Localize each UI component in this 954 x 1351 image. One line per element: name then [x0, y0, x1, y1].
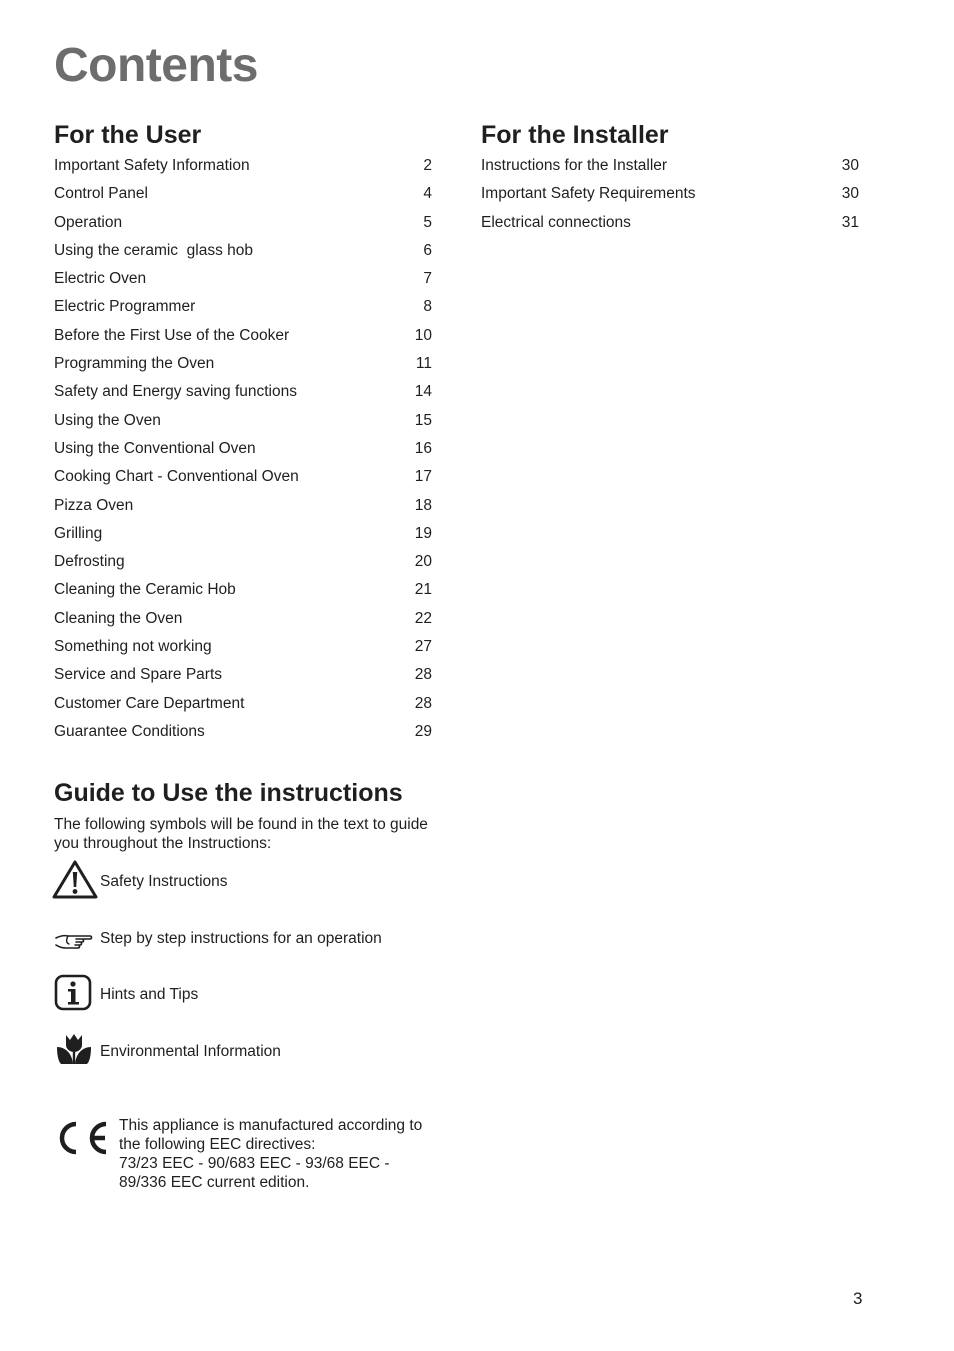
toc-entry-title: Operation: [54, 213, 123, 231]
toc-entry[interactable]: [54, 468, 432, 496]
toc-entry[interactable]: [481, 157, 859, 185]
toc-entry-title: Pizza Oven: [54, 496, 134, 514]
toc-entry-page: 6: [423, 241, 432, 259]
guide-heading: Guide to Use the instructions: [54, 779, 403, 807]
toc-entry[interactable]: [54, 327, 432, 355]
user-toc-list: [54, 157, 432, 751]
toc-entry[interactable]: [54, 440, 432, 468]
toc-entry-title: Service and Spare Parts: [54, 666, 223, 684]
ce-mark-icon: [54, 1118, 110, 1158]
symbol-label: Step by step instructions for an operation: [100, 930, 382, 947]
ce-directives-text: [119, 1116, 449, 1192]
toc-entry[interactable]: [54, 610, 432, 638]
toc-entry-title: Instructions for the Installer: [481, 157, 668, 174]
ce-text-line: This appliance is manufactured according to: [119, 1117, 423, 1134]
toc-entry[interactable]: [54, 723, 432, 751]
toc-entry[interactable]: [54, 242, 432, 270]
toc-entry-page: 22: [414, 609, 432, 627]
toc-entry[interactable]: [54, 525, 432, 553]
info-icon: [52, 974, 98, 1014]
symbol-row-safety: [52, 860, 472, 904]
toc-entry-page: 28: [414, 694, 432, 712]
toc-entry-page: 17: [414, 468, 432, 486]
toc-entry-page: 29: [414, 722, 432, 740]
toc-entry-title: Defrosting: [54, 553, 125, 571]
toc-entry-title: Before the First Use of the Cooker: [54, 326, 290, 344]
toc-entry[interactable]: [54, 383, 432, 411]
toc-entry[interactable]: [54, 553, 432, 581]
toc-entry[interactable]: [481, 214, 859, 242]
symbol-label: Hints and Tips: [100, 986, 199, 1003]
ce-text-line: 73/23 EEC - 90/683 EEC - 93/68 EEC -: [119, 1155, 390, 1172]
toc-entry[interactable]: [54, 185, 432, 213]
warning-triangle-icon: [52, 860, 98, 900]
page-title: Contents: [54, 39, 258, 92]
toc-entry-page: 11: [415, 355, 432, 373]
installer-section-heading: For the Installer: [481, 121, 669, 149]
symbol-label: Environmental Information: [100, 1043, 281, 1060]
pointing-hand-icon: [52, 922, 98, 962]
toc-entry-page: 18: [414, 496, 432, 514]
toc-entry-page: 14: [414, 383, 432, 401]
symbol-row-environment: [52, 1031, 472, 1075]
user-section-heading: For the User: [54, 121, 202, 149]
symbol-row-hints: [52, 974, 472, 1018]
toc-entry[interactable]: [54, 214, 432, 242]
toc-entry-page: 27: [414, 638, 432, 656]
toc-entry[interactable]: [54, 695, 432, 723]
toc-entry-title: Electrical connections: [481, 213, 631, 231]
ce-compliance-block: [54, 1116, 454, 1206]
toc-entry-page: 28: [414, 666, 432, 684]
toc-entry-page: 30: [841, 157, 859, 174]
toc-entry-title: Grilling: [54, 524, 103, 542]
toc-entry-title: Cleaning the Ceramic Hob: [54, 581, 236, 599]
toc-entry[interactable]: [54, 270, 432, 298]
toc-entry-page: 19: [414, 524, 432, 542]
symbol-row-steps: [52, 922, 472, 966]
toc-entry-title: Using the Oven: [54, 411, 161, 429]
toc-entry-page: 10: [414, 326, 432, 344]
toc-entry-page: 8: [423, 298, 432, 316]
toc-entry[interactable]: [481, 185, 859, 213]
toc-entry-title: Cleaning the Oven: [54, 609, 183, 627]
toc-entry-title: Cooking Chart - Conventional Oven: [54, 468, 299, 486]
toc-entry[interactable]: [54, 666, 432, 694]
toc-entry-page: 31: [841, 213, 859, 231]
toc-entry-page: 21: [414, 581, 432, 599]
page-number: 3: [853, 1289, 863, 1308]
installer-toc-list: [481, 157, 859, 242]
toc-entry-title: Control Panel: [54, 185, 148, 203]
toc-entry-title: Important Safety Requirements: [481, 185, 696, 203]
toc-entry[interactable]: [54, 412, 432, 440]
ce-text-line: 89/336 EEC current edition.: [119, 1174, 310, 1191]
toc-entry[interactable]: [54, 581, 432, 609]
toc-entry-page: 15: [414, 411, 432, 429]
toc-entry-title: Electric Oven: [54, 270, 147, 288]
toc-entry[interactable]: [54, 497, 432, 525]
toc-entry[interactable]: [54, 298, 432, 326]
symbol-label: Safety Instructions: [100, 873, 228, 890]
toc-entry-title: Guarantee Conditions: [54, 722, 205, 740]
toc-entry[interactable]: [54, 638, 432, 666]
toc-entry-title: Customer Care Department: [54, 694, 245, 712]
toc-entry-page: 7: [423, 270, 432, 288]
toc-entry-title: Important Safety Information: [54, 157, 250, 174]
toc-entry-title: Using the Conventional Oven: [54, 439, 256, 457]
environment-flower-icon: [52, 1031, 98, 1071]
toc-entry-page: 2: [423, 157, 432, 174]
toc-entry-page: 30: [841, 185, 859, 203]
ce-text-line: the following EEC directives:: [119, 1136, 316, 1153]
toc-entry-title: Programming the Oven: [54, 355, 215, 373]
toc-entry-page: 4: [423, 185, 432, 203]
toc-entry-page: 5: [423, 213, 432, 231]
toc-entry-title: Safety and Energy saving functions: [54, 383, 297, 401]
toc-entry-page: 20: [414, 553, 432, 571]
toc-entry-title: Something not working: [54, 638, 212, 656]
toc-entry[interactable]: [54, 157, 432, 185]
toc-entry-title: Using the ceramic glass hob: [54, 241, 254, 259]
toc-entry-page: 16: [414, 439, 432, 457]
toc-entry-title: Electric Programmer: [54, 298, 196, 316]
toc-entry[interactable]: [54, 355, 432, 383]
guide-intro-text: The following symbols will be found in the text to guide you throughout the Instructions:: [54, 816, 428, 852]
